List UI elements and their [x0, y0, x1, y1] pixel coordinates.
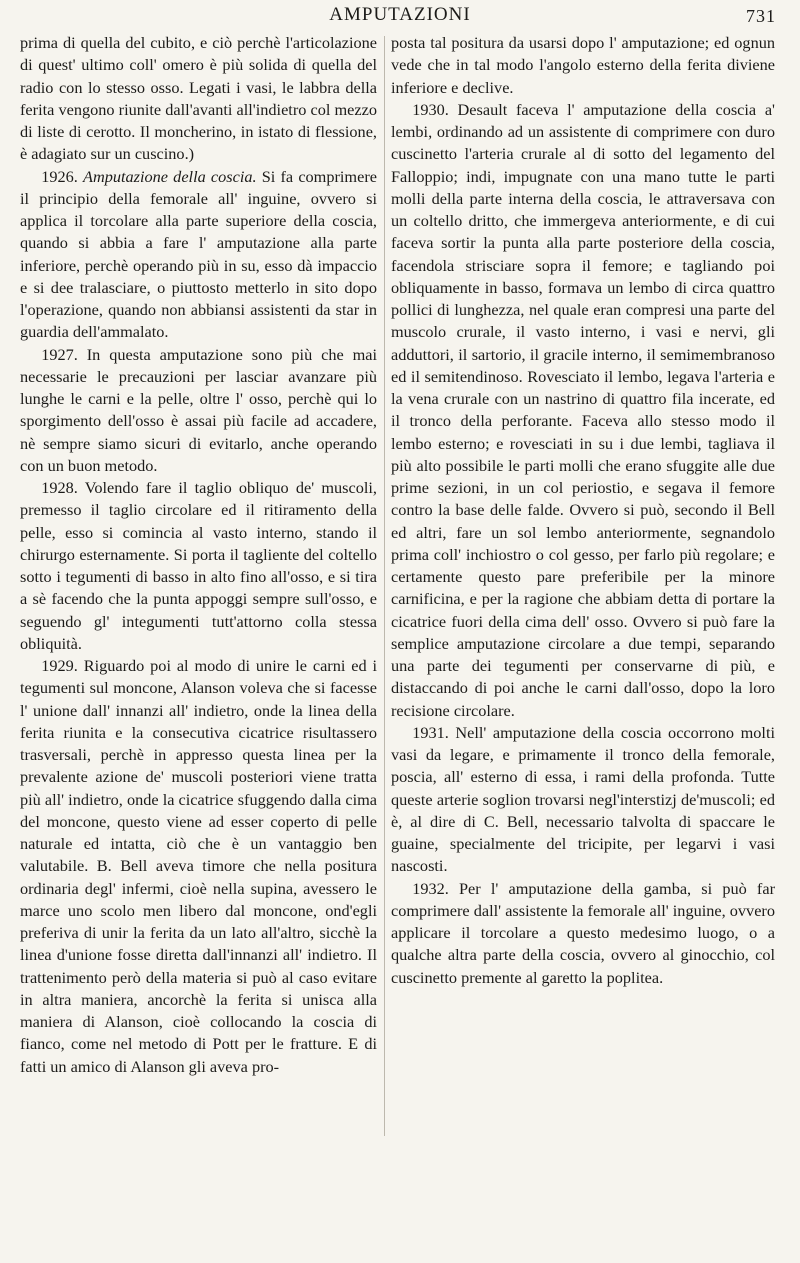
paragraph-1927: 1927. In questa amputazione sono più che mai necessarie le precauzioni per lasciar avanzare più lunghe le carni e la pelle, oltre l' osso, perchè qui lo sporgimento dell'osso è assai più facile ad accadere, nè sempre siamo sicuri di evitarlo, anche operando con un buon metodo.: [20, 344, 378, 475]
running-title: AMPUTAZIONI: [329, 4, 471, 25]
paragraph-number: 1929.: [41, 656, 78, 675]
paragraph-number: 1932.: [412, 878, 449, 898]
paragraph-1926: 1926. Amputazione della coscia. Si fa comprimere il principio della femorale all' inguine, ovvero si applica il torcolare alla parte superiore della coscia, quando si abbia a fare l' amputazione alla parte inferiore, perchè operando più in su, esso dà impaccio e si dee tralasciare, o piuttosto metterlo in sito dopo l'operazione, quando non abbiansi assistenti da star in guardia dell'ammalato.: [20, 166, 377, 342]
section-title: Amputazione della coscia.: [83, 166, 257, 186]
paragraph-number: 1931.: [412, 722, 449, 742]
running-head: [0, 4, 800, 30]
page-number: 731: [746, 6, 776, 26]
paragraph-1928: 1928. Volendo fare il taglio obliquo de' muscoli, premesso il taglio circolare ed il ritiramento della pelle, esso si comincia al vasto interno, stando il chirurgo esternamente. Si porta il tagliente del coltello sotto i tegumenti di basso in alto fino all'osso, e si tira a sè facendo che la punta appoggi sempre sull'osso, e seguendo gl' integumenti tutt'attorno colla stessa obliquità.: [20, 478, 377, 653]
paragraph-number: 1930.: [412, 99, 449, 119]
paragraph-1929: 1929. Riguardo poi al modo di unire le carni ed i tegumenti sul moncone, Alanson voleva che si facesse l' unione dall' innanzi all' indietro, onde la linea della ferita riunita e la consecutiva cicatrice risultassero trasversali, perchè in appresso questa linea per la prevalente azione de' muscoli posteriori viene tratta più all' indietro, onde la cicatrice sfuggendo dalla cima del moncone, questo viene ad esser coperto di pelle naturale ed intatta, ciò che è un vantaggio ben valutabile. B. Bell aveva timore che nella positura ordinaria degl' infermi, cioè nella supina, avessero le marce uno scolo men libero dal moncone, ond'egli preferiva di unir la ferita da un lato all'altro, sicchè la linea d'unione fosse diretta dall'innanzi all' indietro. Il trattenimento però della materia si può al caso evitare in altra maniera, ancorchè la ferita si unisca alla maniera di Alanson, cioè collocando la coscia di fianco, come nel metodo di Pott per le fratture. E di fatti un amico di Alanson gli aveva pro-: [20, 656, 377, 1076]
paragraph-1931: 1931. Nell' amputazione della coscia occorrono molti vasi da legare, e primamente il tronco della femorale, poscia, all' esterno di essa, i rami della profonda. Tutte queste arterie soglion trovarsi negl'interstizj de'muscoli; ed è, al dire di C. Bell, necessario talvolta di spaccare le guaine, specialmente del tricipite, per legarvi i vasi nascosti.: [391, 722, 775, 876]
left-column: [20, 32, 377, 1078]
right-column: [391, 32, 775, 989]
paragraph-number: 1927.: [41, 344, 78, 364]
paragraph-number: 1926.: [41, 166, 78, 186]
column-divider: [384, 36, 385, 1136]
paragraph-continued: prima di quella del cubito, e ciò perchè l'articolazione di quest' ultimo coll' omero è più solida di quella del radio con lo stesso osso. Legati i vasi, le labbra della ferita vengono riunite dall'avanti all'indietro col mezzo di liste di cerotto. Il moncherino, in istato di flessione, è adagiato sur un cuscino.): [20, 33, 377, 164]
paragraph-continued: posta tal positura da usarsi dopo l' amputazione; ed ognun vede che in tal modo l'angolo esterno della ferita diviene inferiore e declive.: [391, 33, 775, 97]
paragraph-1932: 1932. Per l' amputazione della gamba, si può far comprimere dall' assistente la femorale all' inguine, ovvero applicare il torcolare a questo medesimo luogo, o a qualche altra parte della coscia, ovvero al ginocchio, col cuscinetto premente al garetto la poplitea.: [391, 878, 775, 987]
paragraph-number: 1928.: [41, 478, 78, 497]
paragraph-1930: 1930. Desault faceva l' amputazione della coscia a' lembi, ordinando ad un assistente di comprimere con duro cuscinetto l'arteria crurale al di sotto del legamento del Falloppio; indi, impugnate con una mano tutte le parti molli della parte interna della coscia, le attraversava con un coltello dritto, che immergeva anteriormente, e di cui faceva sortir la punta alla parte posteriore della coscia, facendola strisciare sopra il femore; e tagliando poi obliquamente in basso, formava un lembo di circa quattro pollici di lunghezza, nel quale eran compresi una parte del muscolo crurale, il vasto interno, i vasi e nervi, gli adduttori, il sartorio, il gracile interno, il semimembranoso ed il semitendinoso. Rovesciato il lembo, legava l'arteria e la vena crurale con un nastrino di quattro fila incerate, ed il tronco della perforante. Faceva allo stesso modo il lembo esterno; e rovesciati in su i due lembi, tagliava il più alto possibile le parti molli che erano sfuggite alle due prime sezioni, in un col periostio, e segava il femore contro la base delle falde. Ovvero si può, secondo il Bell ed altri, fare un sol lembo anteriormente, segnandolo prima coll' inchiostro o col gesso, per farlo più regolare; e certamente questo pare preferibile per la minore carnificina, e per la ragione che abbiam detta di portare la cicatrice fuori della cima dell' osso. Ovvero si può fare la semplice amputazione circolare a due tempi, separando una parte dei tegumenti per conservarne di più, e distaccando di poi anche le carni dall'osso, dopo la loro recisione circolare.: [391, 99, 775, 720]
